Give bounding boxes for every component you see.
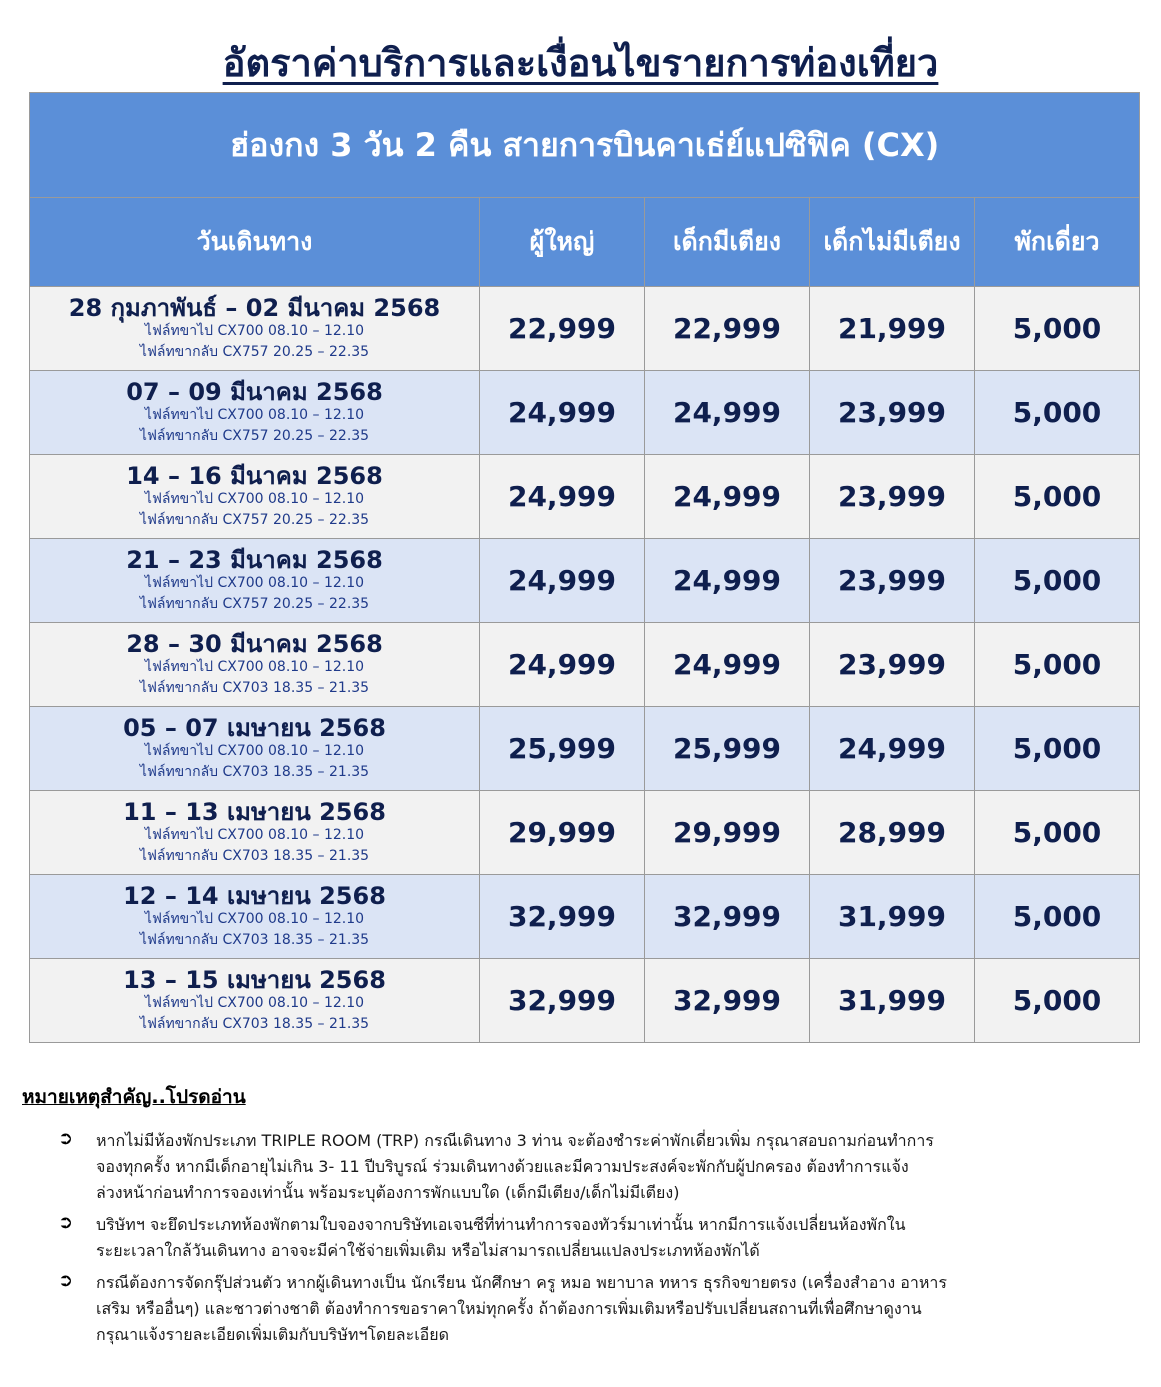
price-child-bed: 24,999 [645, 539, 810, 623]
date-cell [30, 539, 480, 623]
price-child-nobed: 24,999 [810, 707, 975, 791]
date-cell [30, 623, 480, 707]
flight-return: ไฟล์ทขากลับ CX757 20.25 – 22.35 [139, 343, 370, 360]
table-row [30, 287, 1140, 371]
price-child-bed: 24,999 [645, 623, 810, 707]
flight-return: ไฟล์ทขากลับ CX757 20.25 – 22.35 [139, 595, 370, 612]
price-table [29, 92, 1140, 1043]
price-child-nobed: 31,999 [810, 875, 975, 959]
date-range: 28 กุมภาพันธ์ – 02 มีนาคม 2568 [68, 294, 441, 322]
note-line: ล่วงหน้าก่อนทำการจองเท่านั้น พร้อมระบุต้องการพักแบบใด (เด็กมีเตียง/เด็กไม่มีเตียง) [96, 1183, 680, 1202]
price-single: 5,000 [975, 455, 1140, 539]
flight-outbound: ไฟล์ทขาไป CX700 08.10 – 12.10 [144, 911, 365, 928]
table-row [30, 539, 1140, 623]
column-header-row [30, 198, 1140, 287]
flight-outbound: ไฟล์ทขาไป CX700 08.10 – 12.10 [144, 743, 365, 760]
date-range: 28 – 30 มีนาคม 2568 [126, 630, 383, 658]
date-cell [30, 371, 480, 455]
price-child-nobed: 23,999 [810, 371, 975, 455]
price-adult: 24,999 [480, 539, 645, 623]
price-child-bed: 24,999 [645, 371, 810, 455]
price-child-nobed: 23,999 [810, 455, 975, 539]
flight-outbound: ไฟล์ทขาไป CX700 08.10 – 12.10 [144, 491, 365, 508]
note-line: บริษัทฯ จะยึดประเภทห้องพักตามใบจองจากบริษัทเอเจนซีที่ท่านทำการจองทัวร์มาเท่านั้น หากมีการแจ้งเปลี่ยนห้องพักใน [96, 1215, 906, 1234]
price-adult: 25,999 [480, 707, 645, 791]
column-header-child-bed: เด็กมีเตียง [645, 198, 810, 287]
price-adult: 24,999 [480, 371, 645, 455]
flight-return: ไฟล์ทขากลับ CX703 18.35 – 21.35 [139, 763, 370, 780]
price-child-nobed: 31,999 [810, 959, 975, 1043]
flight-outbound: ไฟล์ทขาไป CX700 08.10 – 12.10 [144, 827, 365, 844]
price-adult: 32,999 [480, 875, 645, 959]
date-range: 14 – 16 มีนาคม 2568 [126, 462, 383, 490]
price-child-bed: 24,999 [645, 455, 810, 539]
table-row [30, 791, 1140, 875]
note-item [58, 1212, 1136, 1264]
note-line: กรณีต้องการจัดกรุ๊ปส่วนตัว หากผู้เดินทางเป็น นักเรียน นักศึกษา ครู หมอ พยาบาล ทหาร ธุรกิจขายตรง (เครื่องสำอาง อาหาร [96, 1273, 947, 1292]
price-adult: 29,999 [480, 791, 645, 875]
arrow-bullet-icon: ➲ [58, 1128, 74, 1149]
flight-return: ไฟล์ทขากลับ CX703 18.35 – 21.35 [139, 1015, 370, 1032]
price-adult: 22,999 [480, 287, 645, 371]
price-child-nobed: 28,999 [810, 791, 975, 875]
note-item [58, 1128, 1136, 1206]
note-line: กรุณาแจ้งรายละเอียดเพิ่มเติมกับบริษัทฯโดยละเอียด [96, 1325, 450, 1344]
date-cell [30, 287, 480, 371]
date-cell [30, 959, 480, 1043]
table-row [30, 707, 1140, 791]
column-header-single: พักเดี่ยว [975, 198, 1140, 287]
price-child-bed: 32,999 [645, 875, 810, 959]
date-cell [30, 875, 480, 959]
arrow-bullet-icon: ➲ [58, 1212, 74, 1233]
price-single: 5,000 [975, 287, 1140, 371]
table-row [30, 371, 1140, 455]
flight-outbound: ไฟล์ทขาไป CX700 08.10 – 12.10 [144, 995, 365, 1012]
date-range: 11 – 13 เมษายน 2568 [123, 798, 386, 826]
table-row [30, 623, 1140, 707]
column-header-date: วันเดินทาง [30, 198, 480, 287]
flight-outbound: ไฟล์ทขาไป CX700 08.10 – 12.10 [144, 323, 365, 340]
column-header-child-nobed: เด็กไม่มีเตียง [810, 198, 975, 287]
price-single: 5,000 [975, 371, 1140, 455]
price-child-bed: 32,999 [645, 959, 810, 1043]
page-title: อัตราค่าบริการและเงื่อนไขรายการท่องเที่ยว [222, 41, 939, 85]
note-item [58, 1270, 1136, 1348]
date-range: 07 – 09 มีนาคม 2568 [126, 378, 383, 406]
date-cell [30, 455, 480, 539]
price-single: 5,000 [975, 539, 1140, 623]
price-adult: 24,999 [480, 455, 645, 539]
note-line: ระยะเวลาใกล้วันเดินทาง อาจจะมีค่าใช้จ่ายเพิ่มเติม หรือไม่สามารถเปลี่ยนแปลงประเภทห้องพักได้ [96, 1241, 760, 1260]
price-child-bed: 25,999 [645, 707, 810, 791]
note-line: เสริม หรืออื่นๆ) และชาวต่างชาติ ต้องทำการขอราคาใหม่ทุกครั้ง ถ้าต้องการเพิ่มเติมหรือปรับเปลี่ยนสถานที่เพื่อศึกษาดูงาน [96, 1299, 922, 1318]
flight-return: ไฟล์ทขากลับ CX703 18.35 – 21.35 [139, 847, 370, 864]
note-line: หากไม่มีห้องพักประเภท TRIPLE ROOM (TRP) กรณีเดินทาง 3 ท่าน จะต้องชำระค่าพักเดี่ยวเพิ่ม กรุณาสอบถามก่อนทำการ [96, 1131, 934, 1150]
price-child-nobed: 21,999 [810, 287, 975, 371]
date-range: 12 – 14 เมษายน 2568 [123, 882, 386, 910]
flight-return: ไฟล์ทขากลับ CX757 20.25 – 22.35 [139, 427, 370, 444]
flight-outbound: ไฟล์ทขาไป CX700 08.10 – 12.10 [144, 659, 365, 676]
flight-outbound: ไฟล์ทขาไป CX700 08.10 – 12.10 [144, 407, 365, 424]
price-child-bed: 29,999 [645, 791, 810, 875]
price-rows [30, 287, 1140, 1043]
date-cell [30, 791, 480, 875]
price-adult: 24,999 [480, 623, 645, 707]
price-adult: 32,999 [480, 959, 645, 1043]
price-child-nobed: 23,999 [810, 539, 975, 623]
price-single: 5,000 [975, 875, 1140, 959]
column-header-adult: ผู้ใหญ่ [480, 198, 645, 287]
notes-list [58, 1128, 1136, 1354]
table-row [30, 455, 1140, 539]
notes-title: หมายเหตุสำคัญ..โปรดอ่าน [22, 1086, 246, 1108]
price-child-nobed: 23,999 [810, 623, 975, 707]
price-child-bed: 22,999 [645, 287, 810, 371]
arrow-bullet-icon: ➲ [58, 1270, 74, 1291]
flight-return: ไฟล์ทขากลับ CX757 20.25 – 22.35 [139, 511, 370, 528]
table-row [30, 959, 1140, 1043]
date-cell [30, 707, 480, 791]
flight-outbound: ไฟล์ทขาไป CX700 08.10 – 12.10 [144, 575, 365, 592]
price-single: 5,000 [975, 959, 1140, 1043]
price-single: 5,000 [975, 707, 1140, 791]
date-range: 05 – 07 เมษายน 2568 [123, 714, 386, 742]
price-single: 5,000 [975, 623, 1140, 707]
note-line: จองทุกครั้ง หากมีเด็กอายุไม่เกิน 3- 11 ปีบริบูรณ์ ร่วมเดินทางด้วยและมีความประสงค์จะพักกับผู้ปกครอง ต้องทำการแจ้ง [96, 1157, 909, 1176]
flight-return: ไฟล์ทขากลับ CX703 18.35 – 21.35 [139, 931, 370, 948]
date-range: 13 – 15 เมษายน 2568 [123, 966, 386, 994]
table-row [30, 875, 1140, 959]
tour-title: ฮ่องกง 3 วัน 2 คืน สายการบินคาเธ่ย์แปซิฟิค (CX) [30, 93, 1140, 198]
flight-return: ไฟล์ทขากลับ CX703 18.35 – 21.35 [139, 679, 370, 696]
price-single: 5,000 [975, 791, 1140, 875]
date-range: 21 – 23 มีนาคม 2568 [126, 546, 383, 574]
